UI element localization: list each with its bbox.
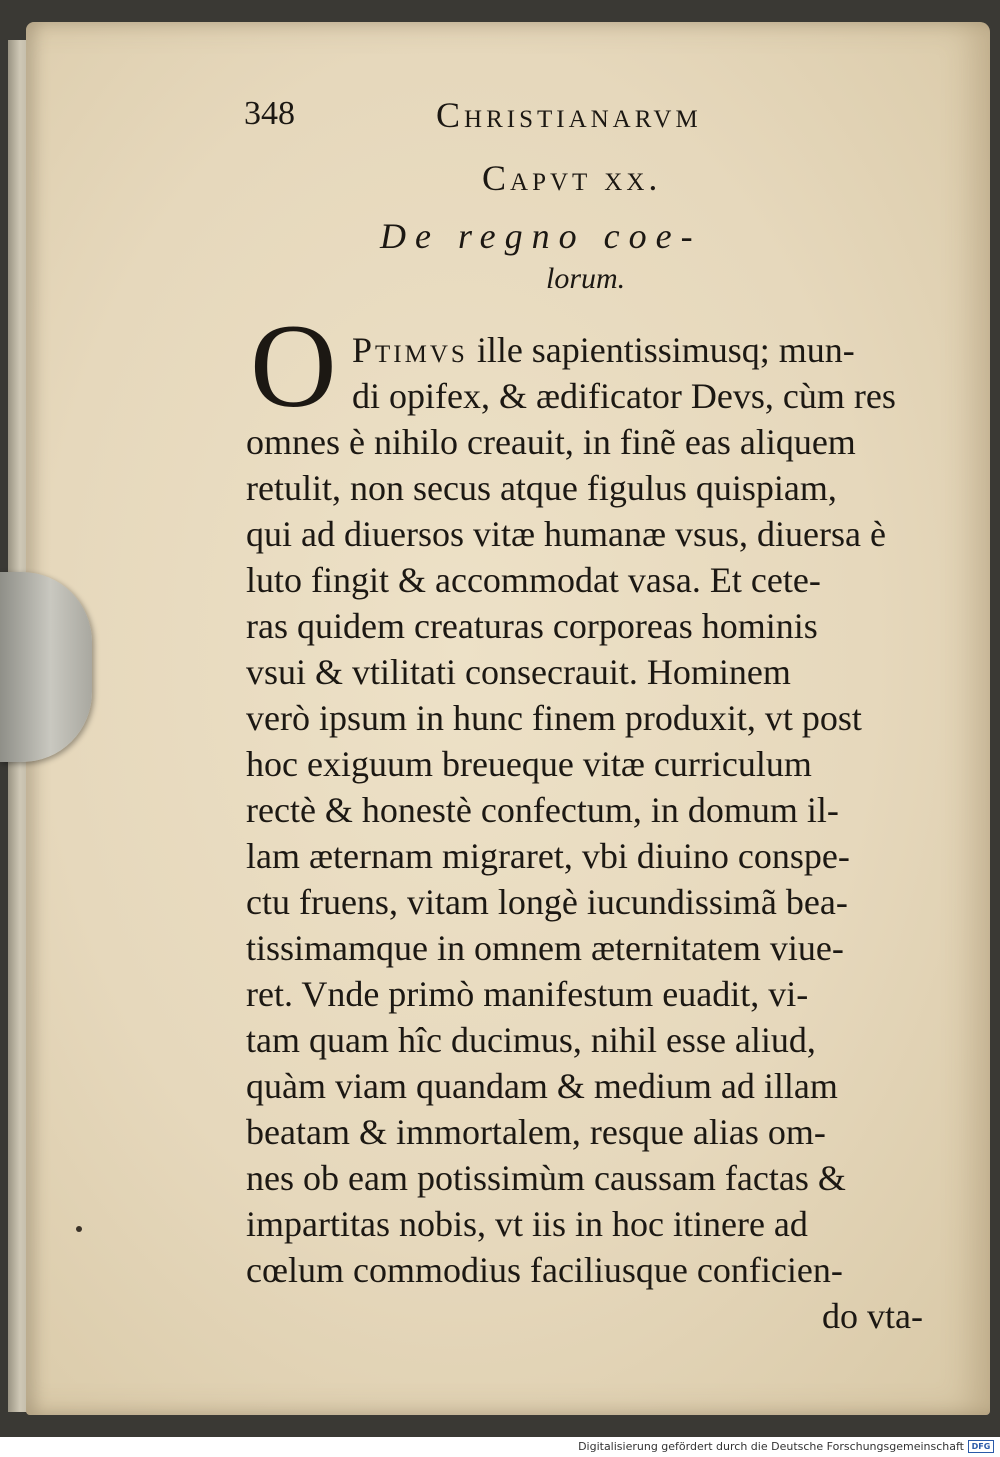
body-line-8: vsui & vtilitati consecrauit. Hominem [246, 652, 791, 692]
body-line-12: lam æternam migraret, vbi diuino conspe- [246, 836, 850, 876]
body-line-21: cœlum commodius faciliusque conficien- [246, 1250, 843, 1290]
running-head: Christianarvm [436, 95, 702, 135]
body-line-10: hoc exiguum breueque vitæ curriculum [246, 744, 812, 784]
chapter-title-line-2: lorum. [546, 262, 626, 295]
body-line-1 [352, 332, 855, 368]
body-line-9: verò ipsum in hunc finem produxit, vt post [246, 698, 862, 738]
first-word: Ptimvs [352, 330, 468, 370]
body-line-2: di opifex, & ædificator Devs, cùm res [352, 376, 896, 416]
catchword: do vta- [822, 1296, 923, 1336]
body-line-1-text: ille sapientissimusq; mun- [476, 330, 855, 370]
body-line-16: tam quam hîc ducimus, nihil esse aliud, [246, 1020, 816, 1060]
body-line-3: omnes è nihilo creauit, in finẽ eas aliquem [246, 422, 856, 462]
footer-credit: Digitalisierung gefördert durch die Deutsche Forschungsgemeinschaft [578, 1440, 964, 1453]
body-line-17: quàm viam quandam & medium ad illam [246, 1066, 838, 1106]
body-line-7: ras quidem creaturas corporeas hominis [246, 606, 818, 646]
body-line-14: tissimamque in omnem æternitatem viue- [246, 928, 844, 968]
dfg-logo-icon: DFG [968, 1440, 994, 1453]
body-line-18: beatam & immortalem, resque alias om- [246, 1112, 826, 1152]
body-line-13: ctu fruens, vitam longè iucundissimã bea- [246, 882, 848, 922]
body-line-19: nes ob eam potissimùm caussam factas & [246, 1158, 846, 1198]
page-number: 348 [244, 95, 295, 132]
drop-cap: O [250, 299, 337, 432]
body-line-15: ret. Vnde primò manifestum euadit, vi- [246, 974, 809, 1014]
body-line-11: rectè & honestè confectum, in domum il- [246, 790, 839, 830]
body-line-5: qui ad diuersos vitæ humanæ vsus, diuersa è [246, 514, 886, 554]
body-line-20: impartitas nobis, vt iis in hoc itinere ad [246, 1204, 808, 1244]
chapter-title-line-1: De regno coe- [380, 216, 702, 256]
body-line-6: luto fingit & accommodat vasa. Et cete- [246, 560, 821, 600]
margin-mark [76, 1226, 82, 1232]
body-line-4: retulit, non secus atque figulus quispiam, [246, 468, 837, 508]
page-clip [0, 572, 92, 762]
chapter-heading: Capvt xx. [482, 158, 662, 198]
